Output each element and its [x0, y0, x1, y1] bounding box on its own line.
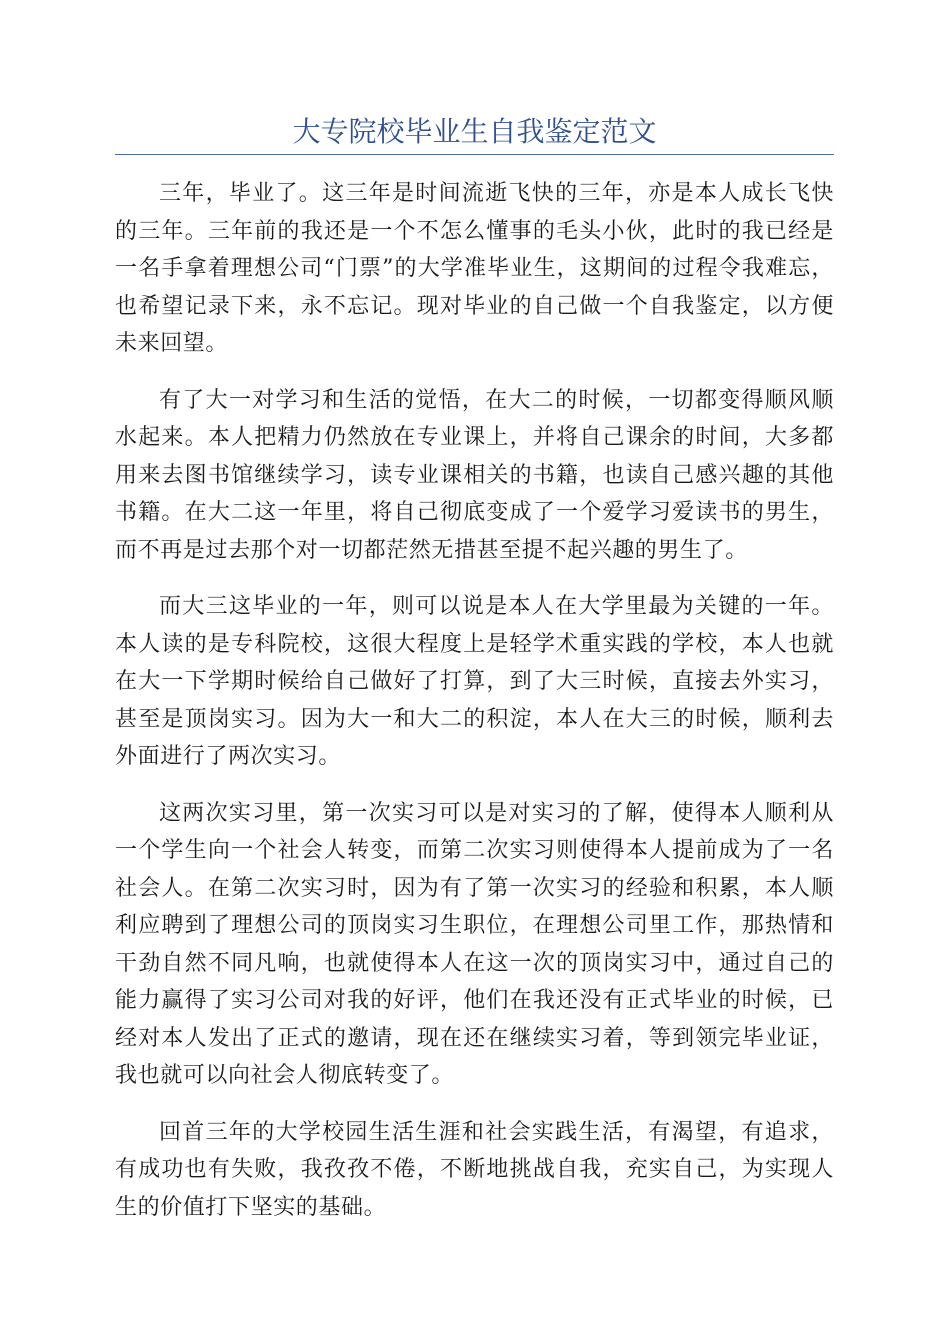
title-underline — [115, 154, 834, 155]
paragraph-2: 有了大一对学习和生活的觉悟，在大二的时候，一切都变得顺风顺水起来。本人把精力仍然放在专业课上，并将自己课余的时间，大多都用来去图书馆继续学习，读专业课相关的书籍，也读自己感兴趣的其他书籍。在大二这一年里，将自己彻底变成了一个爱学习爱读书的男生，而不再是过去那个对一切都茫然无措甚至提不起兴趣的男生了。 — [115, 387, 834, 563]
paragraph-5: 回首三年的大学校园生活生涯和社会实践生活，有渴望，有追求，有成功也有失败，我孜孜不倦，不断地挑战自我，充实自己，为实现人生的价值打下坚实的基础。 — [115, 1119, 834, 1220]
paragraph-3: 而大三这毕业的一年，则可以说是本人在大学里最为关键的一年。本人读的是专科院校，这很大程度上是轻学术重实践的学校，本人也就在大一下学期时候给自己做好了打算，到了大三时候，直接去外实习，甚至是顶岗实习。因为大一和大二的积淀，本人在大三的时候，顺利去外面进行了两次实习。 — [115, 594, 834, 769]
paragraph-1: 三年，毕业了。这三年是时间流逝飞快的三年，亦是本人成长飞快的三年。三年前的我还是一个不怎么懂事的毛头小伙，此时的我已经是一名手拿着理想公司“门票”的大学准毕业生，这期间的过程令我难忘，也希望记录下来，永不忘记。现对毕业的自己做一个自我鉴定，以方便未来回望。 — [115, 181, 834, 356]
paragraph-4: 这两次实习里，第一次实习可以是对实习的了解，使得本人顺利从一个学生向一个社会人转变，而第二次实习则使得本人提前成为了一名社会人。在第二次实习时，因为有了第一次实习的经验和积累，本人顺利应聘到了理想公司的顶岗实习生职位，在理想公司里工作，那热情和干劲自然不同凡响，也就使得本人在这一次的顶岗实习中，通过自己的能力赢得了实习公司对我的好评，他们在我还没有正式毕业的时候，已经对本人发出了正式的邀请，现在还在继续实习着，等到领完毕业证，我也就可以向社会人彻底转变了。 — [115, 800, 834, 1088]
document-title: 大专院校毕业生自我鉴定范文 — [292, 115, 657, 148]
document-body — [115, 175, 834, 1245]
